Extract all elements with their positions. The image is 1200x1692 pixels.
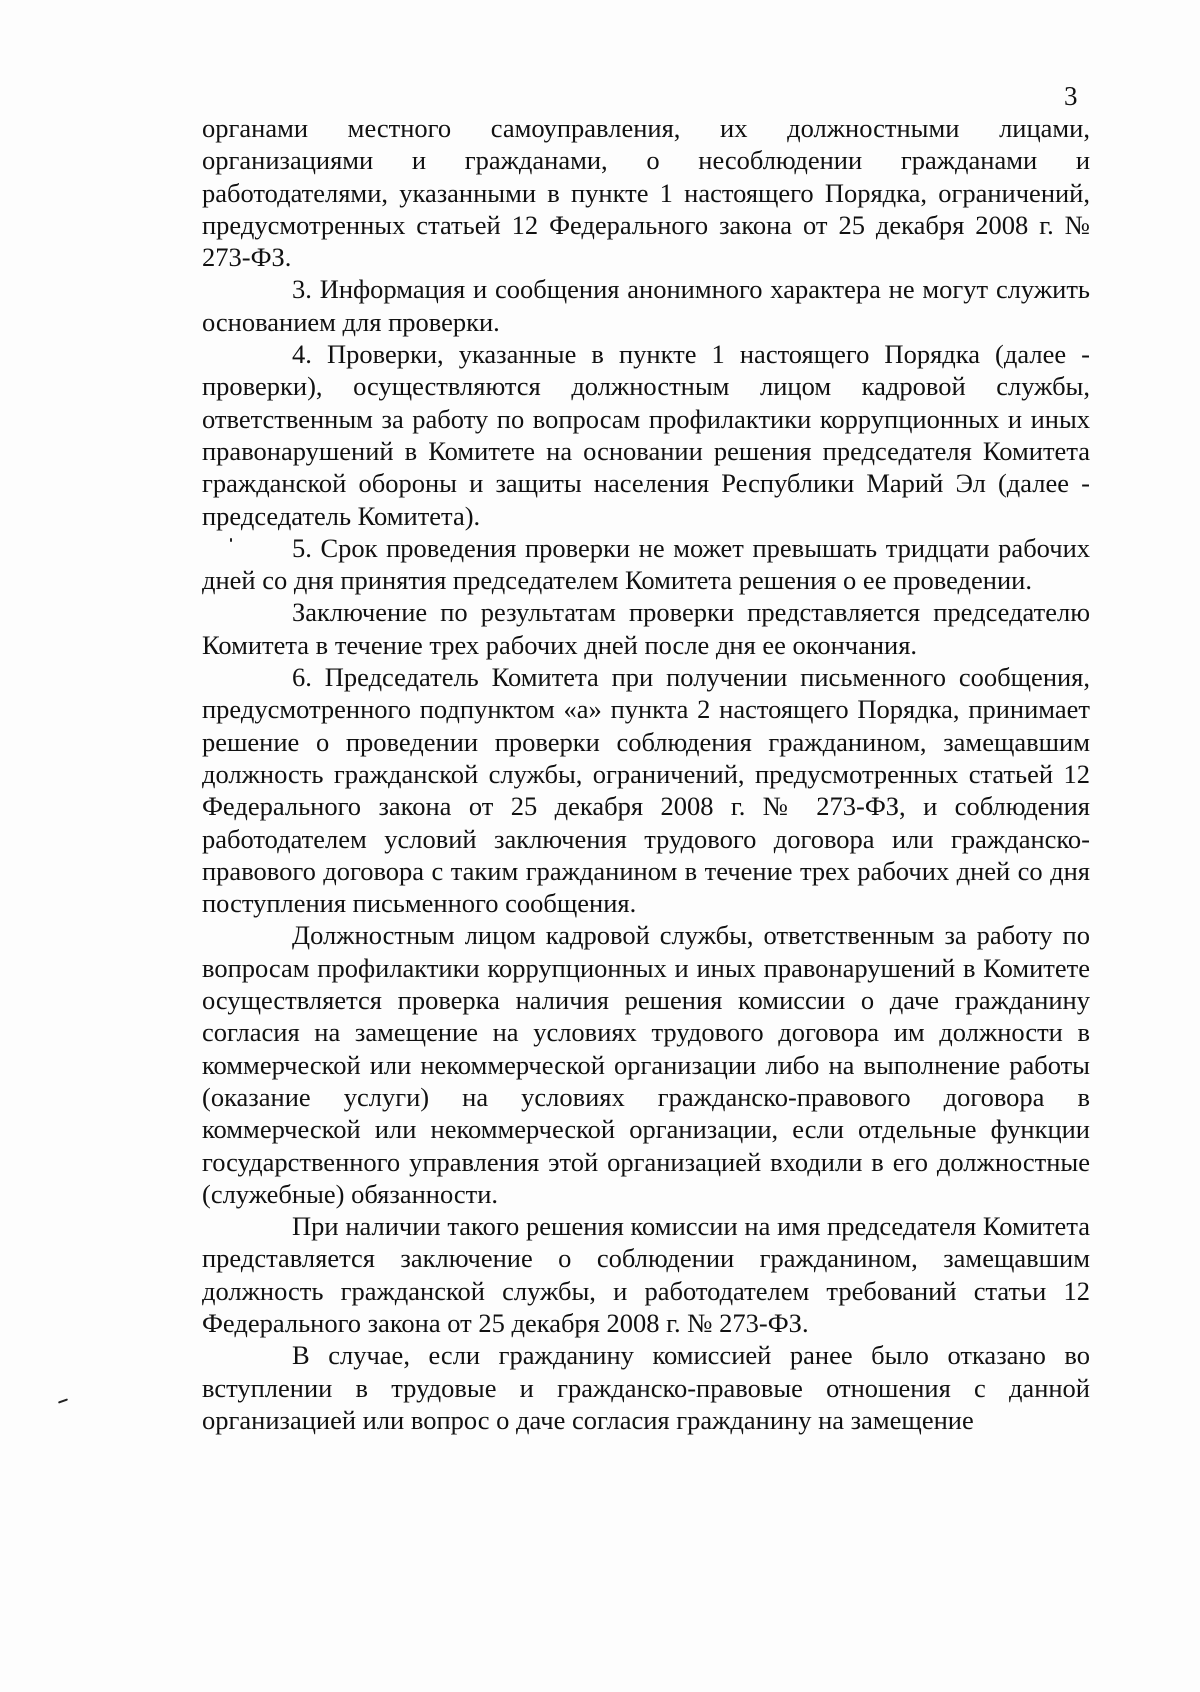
paragraph-item-6: 6. Председатель Комитета при получении письменного сообщения, предусмотренного подпунктом «а» пункта 2 настоящего Порядка, принимает решение о проведении проверки соблюдения гражданином, замещавшим должность гражданской службы, ограничений, предусмотренных статьей 12 Федерального закона от 25 декабря 2008 г. № 273-ФЗ, и соблюдения работодателем условий заключения трудового договора или гражданско-правового договора с таким гражданином в течение трех рабочих дней со дня поступления письменного сообщения.	[202, 662, 1090, 919]
paragraph-item-3: 3. Информация и сообщения анонимного характера не могут служить основанием для проверки.	[202, 274, 1090, 337]
paragraph-refusal-case: В случае, если гражданину комиссией ранее было отказано во вступлении в трудовые и гражданско-правовые отношения с данной организацией или вопрос о даче согласия гражданину на замещение	[202, 1340, 1090, 1435]
scan-speck	[58, 1398, 68, 1403]
page-number: 3	[1064, 81, 1078, 111]
paragraph-item-5: 5. Срок проведения проверки не может превышать тридцати рабочих дней со дня принятия председателем Комитета решения о ее проведении.	[202, 532, 1090, 596]
paragraph-continuation: органами местного самоуправления, их должностными лицами, организациями и гражданами, о несоблюдении гражданами и работодателями, указанными в пункте 1 настоящего Порядка, ограничений, предусмотренных статьей 12 Федерального закона от 25 декабря 2008 г. № 273-ФЗ.	[202, 113, 1090, 273]
scan-speck	[230, 538, 232, 542]
paragraph-hr-check: Должностным лицом кадровой службы, ответственным за работу по вопросам профилактики коррупционных и иных правонарушений в Комитете осуществляется проверка наличия решения комиссии о даче гражданину согласия на замещение на условиях трудового договора им должности в коммерческой или некоммерческой организации либо на выполнение работы (оказание услуги) на условиях гражданско-правового договора в коммерческой или некоммерческой организации, если отдельные функции государственного управления этой организацией входили в его должностные (служебные) обязанности.	[202, 920, 1090, 1209]
paragraph-conclusion: Заключение по результатам проверки представляется председателю Комитета в течение трех рабочих дней после дня ее окончания.	[202, 597, 1090, 660]
paragraph-decision: При наличии такого решения комиссии на имя председателя Комитета представляется заключение о соблюдении гражданином, замещавшим должность гражданской службы, и работодателем требований статьи 12 Федерального закона от 25 декабря 2008 г. № 273-ФЗ.	[202, 1211, 1090, 1338]
document-body	[202, 112, 1090, 1436]
paragraph-item-4: 4. Проверки, указанные в пункте 1 настоящего Порядка (далее - проверки), осуществляются должностным лицом кадровой службы, ответственным за работу по вопросам профилактики коррупционных и иных правонарушений в Комитете на основании решения председателя Комитета гражданской обороны и защиты населения Республики Марий Эл (далее - председатель Комитета).	[202, 339, 1090, 531]
